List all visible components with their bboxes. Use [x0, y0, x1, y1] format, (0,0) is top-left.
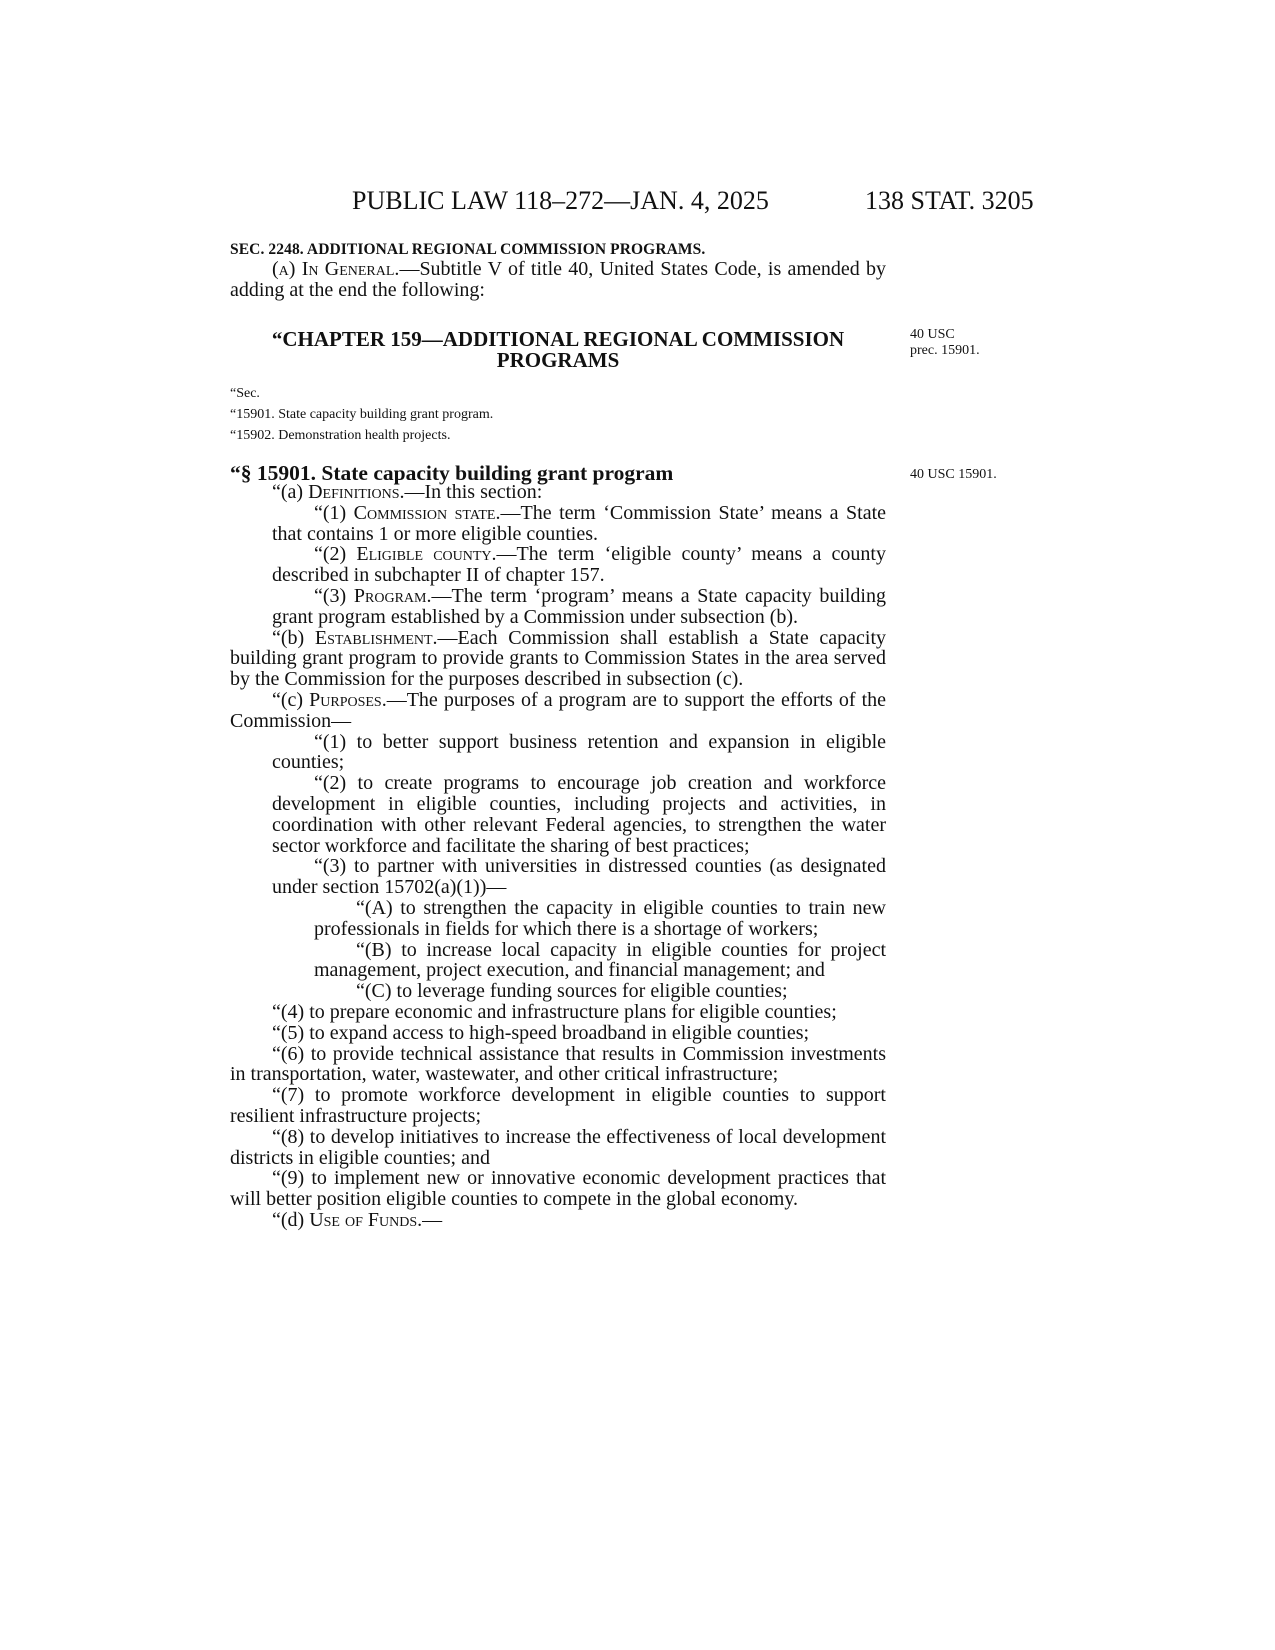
paragraph-c4: “(4) to prepare economic and infrastructure plans for eligible counties; [272, 1000, 837, 1023]
paragraph-c1: “(1) to better support business retention and expansion in eligible counties; [272, 730, 886, 774]
paragraph-a3-label: Program. [353, 584, 432, 607]
toc-sec-label: “Sec. [230, 386, 260, 401]
paragraph-a2-label: Eligible county. [356, 543, 497, 566]
subsection-a-text: —In this section: [404, 481, 543, 503]
paragraph-a2-text: —The term ‘eligible county’ means a county described in subchapter II of chapter 157. [272, 543, 886, 587]
paragraph-a3 [230, 586, 886, 628]
subsection-c-prefix: “(c) [272, 688, 310, 711]
subsection-b-text: —Each Commission shall establish a State capacity building grant program to provide grants to Commission States in the area served by the Commission for the purposes described in subsection (c). [230, 626, 887, 691]
margin-note-section: 40 USC 15901. [910, 467, 997, 482]
subsection-a-prefix: “(a) [272, 481, 309, 503]
subsection-a-label: Definitions. [308, 481, 405, 503]
section-heading: SEC. 2248. ADDITIONAL REGIONAL COMMISSION PROGRAMS. [230, 241, 706, 258]
paragraph-a2-prefix: “(2) [314, 543, 357, 566]
intro-text: —Subtitle V of title 40, United States Code, is amended by adding at the end the following: [230, 258, 886, 301]
toc-item: “15901. State capacity building grant program. [230, 407, 494, 422]
section-body [230, 482, 886, 1231]
margin-note-chapter-line1: 40 USC [910, 327, 955, 342]
intro-label: (a) In General. [272, 258, 400, 280]
paragraph-c3: “(3) to partner with universities in distressed counties (as designated under section 15702(a)(1))— [272, 855, 886, 899]
subparagraph-c3B: “(B) to increase local capacity in eligible counties for project management, project execution, and financial management; and [314, 938, 886, 982]
paragraph-a1-label: Commission state. [353, 501, 501, 524]
subsection-b [230, 628, 886, 690]
subsection-b-label: Establishment. [314, 626, 438, 649]
chapter-heading-line1: “CHAPTER 159—ADDITIONAL REGIONAL COMMISSION [271, 327, 845, 351]
subsection-b-prefix: “(b) [272, 626, 315, 649]
paragraph-c7: “(7) to promote workforce development in eligible counties to support resilient infrastructure projects; [230, 1084, 886, 1127]
paragraph-a1-prefix: “(1) [314, 501, 354, 524]
intro-block [230, 259, 886, 301]
subsection-c-label: Purposes. [309, 688, 387, 711]
section-title: “§ 15901. State capacity building grant program [230, 461, 674, 485]
chapter-heading [230, 329, 886, 371]
chapter-heading-line2: PROGRAMS [496, 348, 620, 372]
subparagraph-c3C: “(C) to leverage funding sources for eligible counties; [356, 980, 788, 1003]
subsection-c [230, 690, 886, 732]
running-header-title: PUBLIC LAW 118–272—JAN. 4, 2025 [352, 186, 769, 215]
intro-paragraph [230, 259, 886, 301]
margin-note-chapter-line2: prec. 15901. [910, 343, 980, 358]
subsection-a [230, 482, 886, 503]
paragraph-c5: “(5) to expand access to high-speed broadband in eligible counties; [272, 1021, 810, 1044]
paragraph-c6: “(6) to provide technical assistance that results in Commission investments in transportation, water, wastewater, and other critical infrastructure; [230, 1042, 886, 1086]
subsection-d-label: Use of Funds. [309, 1208, 423, 1231]
paragraph-c2: “(2) to create programs to encourage job creation and workforce development in eligible counties, including projects and activities, in coordination with other relevant Federal agencies, to strengthen the water sector workforce and facilitate the sharing of best practices; [272, 772, 886, 857]
margin-note-chapter [910, 327, 980, 359]
subsection-c-text: —The purposes of a program are to support the efforts of the Commission— [230, 688, 886, 732]
paragraph-c9: “(9) to implement new or innovative economic development practices that will better position eligible counties to compete in the global economy. [230, 1167, 886, 1211]
subsection-d [230, 1210, 886, 1231]
paragraph-a3-text: —The term ‘program’ means a State capacity building grant program established by a Commission under subsection (b). [272, 584, 886, 628]
paragraph-a3-prefix: “(3) [314, 584, 354, 607]
table-of-sections [230, 383, 493, 446]
subsection-d-text: — [422, 1208, 443, 1231]
paragraph-c8: “(8) to develop initiatives to increase the effectiveness of local development districts in eligible counties; and [230, 1125, 886, 1169]
paragraph-a2 [230, 544, 886, 586]
paragraph-a1 [230, 503, 886, 545]
paragraph-a1-text: —The term ‘Commission State’ means a State that contains 1 or more eligible counties. [272, 501, 886, 545]
subparagraph-c3A: “(A) to strengthen the capacity in eligible counties to train new professionals in fields for which there is a shortage of workers; [314, 896, 886, 940]
subsection-d-prefix: “(d) [272, 1208, 310, 1231]
toc-item: “15902. Demonstration health projects. [230, 428, 451, 443]
statute-page-number: 138 STAT. 3205 [865, 186, 1034, 215]
